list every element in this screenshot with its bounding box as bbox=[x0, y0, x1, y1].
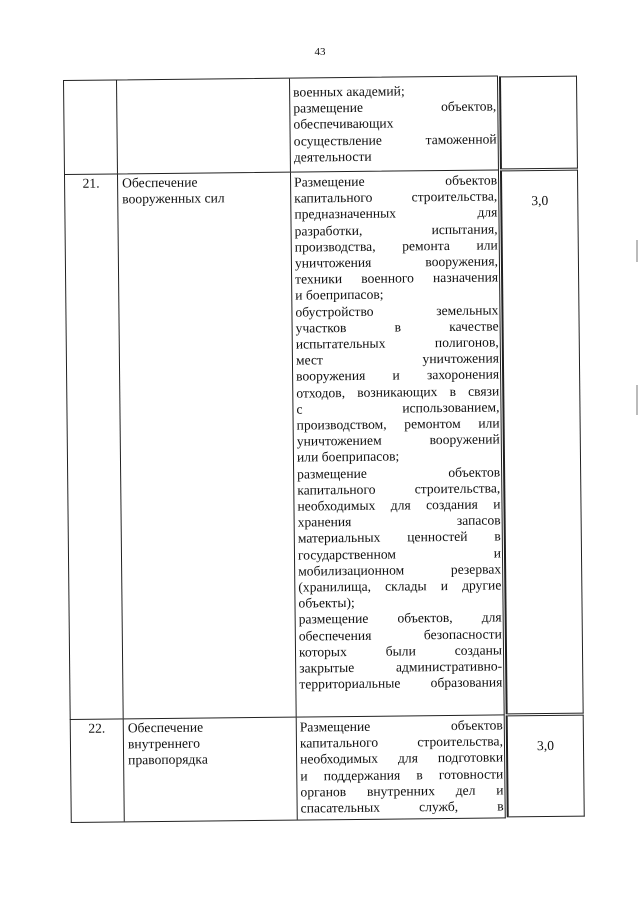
description-line: отходов, возникающих в связи bbox=[296, 383, 500, 401]
row-name bbox=[117, 79, 289, 83]
description-line: и боеприпасов; bbox=[295, 287, 384, 304]
description-line: разработки, испытания, bbox=[294, 221, 498, 239]
row-number: 22. bbox=[88, 720, 106, 736]
description-line: обеспечивающих bbox=[293, 115, 394, 132]
row-value-cell bbox=[501, 76, 578, 170]
row-value-cell bbox=[508, 715, 585, 818]
description-line: производством, ремонтом или bbox=[296, 415, 500, 433]
description-line: с использованием, bbox=[296, 399, 500, 417]
description-line: размещение объектов, для bbox=[298, 609, 502, 628]
description-line: хранения запасов bbox=[297, 512, 501, 530]
description-line: обеспечения безопасности bbox=[298, 626, 502, 644]
row-value bbox=[501, 77, 576, 100]
row-number-cell bbox=[71, 719, 125, 822]
description-line: территориальные образования bbox=[299, 674, 503, 692]
table-row bbox=[64, 170, 549, 720]
row-number bbox=[64, 80, 116, 82]
table-row bbox=[70, 715, 555, 823]
table-row bbox=[63, 75, 499, 175]
description-line: уничтожением вооружений bbox=[296, 431, 500, 449]
description-line: предназначенных для bbox=[294, 204, 498, 222]
description-line: которых были созданы bbox=[298, 642, 503, 660]
description-line: и поддержания в готовности bbox=[300, 766, 504, 784]
description-line: осуществление таможенной bbox=[293, 131, 497, 149]
description-line: техники военного назначения bbox=[295, 269, 499, 287]
description-line: вооружения и захоронения bbox=[296, 366, 500, 385]
row-name-cell bbox=[117, 79, 291, 174]
description-line: закрытые административно- bbox=[299, 658, 503, 676]
description-line: органов внутренних дел и bbox=[300, 782, 504, 800]
scan-edge-mark bbox=[636, 240, 638, 262]
description-line: участков в качестве bbox=[295, 318, 499, 336]
description-line: капитального строительства, bbox=[294, 188, 498, 206]
description-line: уничтожения вооружения, bbox=[294, 253, 498, 271]
row-number: 21. bbox=[82, 175, 100, 191]
description-line: обустройство земельных bbox=[295, 302, 499, 320]
row-number-cell bbox=[64, 80, 118, 174]
description-line: Размещение объектов bbox=[294, 172, 498, 190]
description-line: или боеприпасов; bbox=[296, 448, 400, 466]
description-line: капитального строительства, bbox=[297, 480, 501, 498]
description-line: испытательных полигонов, bbox=[295, 334, 499, 352]
description-line: размещение объектов bbox=[297, 464, 501, 482]
page-number: 43 bbox=[314, 46, 326, 58]
row-name: Обеспечение внутреннего правопорядка bbox=[127, 719, 208, 768]
row-number-cell bbox=[65, 174, 124, 719]
description-line: объекты); bbox=[298, 595, 355, 611]
row-description-cell bbox=[291, 170, 508, 716]
row-name-cell bbox=[124, 718, 298, 822]
description-line: капитального строительства, bbox=[299, 733, 504, 751]
description-line: (хранилища, склады и другие bbox=[298, 577, 502, 595]
description-line: Размещение объектов bbox=[299, 717, 503, 735]
row-value: 3,0 bbox=[536, 737, 555, 754]
description-line: мобилизационном резервах bbox=[298, 561, 502, 579]
row-name: Обеспечение вооруженных сил bbox=[122, 174, 225, 207]
row-value-cell bbox=[502, 170, 584, 715]
row-description bbox=[290, 76, 500, 165]
description-line: военных академий; bbox=[293, 83, 405, 100]
row-description bbox=[297, 715, 507, 816]
description-line: размещение объектов, bbox=[293, 98, 497, 116]
scan-edge-mark bbox=[636, 385, 638, 415]
description-line: необходимых для создания и bbox=[297, 496, 501, 514]
land-use-table bbox=[63, 75, 555, 823]
description-line: деятельности bbox=[293, 148, 372, 165]
row-description-cell bbox=[297, 715, 509, 819]
row-description bbox=[291, 170, 505, 693]
row-name-cell bbox=[118, 173, 297, 719]
description-line: государственном и bbox=[297, 545, 502, 563]
row-description-cell bbox=[290, 76, 502, 171]
description-line: необходимых для подготовки bbox=[300, 749, 504, 767]
description-line: материальных ценностей в bbox=[297, 528, 501, 547]
description-line: мест уничтожения bbox=[295, 350, 500, 368]
row-value: 3,0 bbox=[531, 192, 549, 209]
description-line: спасательных служб, в bbox=[300, 798, 504, 816]
description-line: производства, ремонта или bbox=[294, 237, 498, 255]
